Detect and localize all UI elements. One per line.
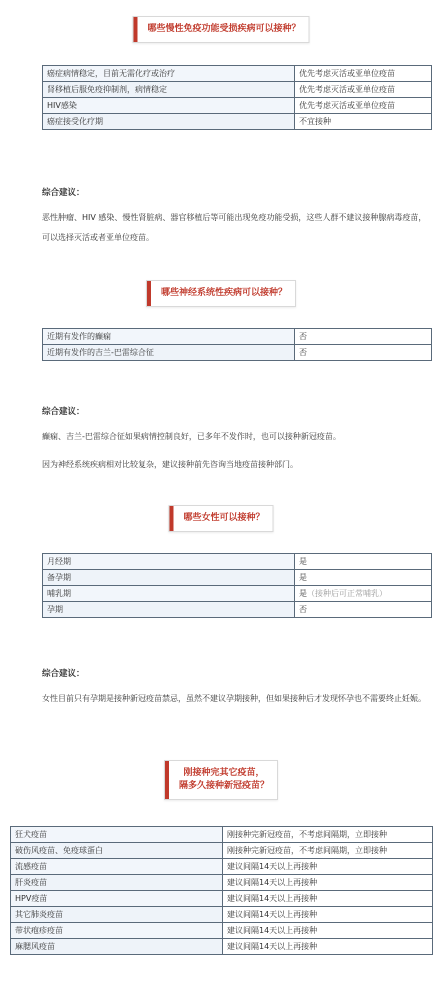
table-cell: 狂犬疫苗 <box>11 827 223 843</box>
table-cell: 否 <box>295 345 432 361</box>
table-cell: 麻腮风疫苗 <box>11 939 223 955</box>
table-row <box>43 602 432 618</box>
table-cell: 建议间隔14天以上再接种 <box>223 923 433 939</box>
section3-summary-text: 女性目前只有孕期是接种新冠疫苗禁忌，虽然不建议孕期接种，但如果接种后才发现怀孕也不需要终止妊娠。 <box>42 694 426 703</box>
table-cell: 否 <box>295 329 432 345</box>
table-cell: 癌症病情稳定，目前无需化疗或治疗 <box>43 66 295 82</box>
table-cell: 备孕期 <box>43 570 295 586</box>
table-cell: 肾移植后服免疫抑制剂，病情稳定 <box>43 82 295 98</box>
table-cell: HIV感染 <box>43 98 295 114</box>
table-cell: 是 <box>295 554 432 570</box>
section4-table <box>10 826 433 955</box>
table-row <box>43 114 432 130</box>
table-cell: 孕期 <box>43 602 295 618</box>
section3-table <box>42 553 432 618</box>
table-row <box>11 859 433 875</box>
table-cell: 建议间隔14天以上再接种 <box>223 907 433 923</box>
section2-heading-text: 哪些神经系统性疾病可以接种？ <box>160 288 288 298</box>
table-cell: 哺乳期 <box>43 586 295 602</box>
table-row <box>43 98 432 114</box>
section3-summary-label: 综合建议： <box>42 669 85 679</box>
section4-heading-line-2: 隔多久接种新冠疫苗？ <box>178 781 270 791</box>
section3-heading <box>168 505 273 532</box>
table-cell: 优先考虑灭活或亚单位疫苗 <box>295 98 432 114</box>
section2-table <box>42 328 432 361</box>
table-cell: 近期有发作的吉兰-巴雷综合征 <box>43 345 295 361</box>
section2-summary-text-2: 因为神经系统疾病相对比较复杂，建议接种前先咨询当地疫苗接种部门。 <box>42 460 298 469</box>
table-cell: 近期有发作的癫痫 <box>43 329 295 345</box>
table-row <box>11 907 433 923</box>
table-row <box>11 891 433 907</box>
table-cell: 刚接种完新冠疫苗，不考虑间隔期，立即接种 <box>223 827 433 843</box>
table-row <box>43 329 432 345</box>
table-row <box>43 570 432 586</box>
section1-heading-text: 哪些慢性免疫功能受损疾病可以接种？ <box>147 24 301 34</box>
table-cell: 癌症接受化疗期 <box>43 114 295 130</box>
table-cell: 否 <box>295 602 432 618</box>
table-cell: 建议间隔14天以上再接种 <box>223 859 433 875</box>
table-cell: 是 <box>295 570 432 586</box>
table-cell: 建议间隔14天以上再接种 <box>223 939 433 955</box>
table-cell: 刚接种完新冠疫苗，不考虑间隔期，立即接种 <box>223 843 433 859</box>
table-cell <box>295 586 432 602</box>
table-cell: 优先考虑灭活或亚单位疫苗 <box>295 66 432 82</box>
table-row <box>11 939 433 955</box>
lactation-hint: （接种后可正常哺乳） <box>307 589 387 598</box>
table-cell: 建议间隔14天以上再接种 <box>223 891 433 907</box>
section4-heading <box>164 760 278 800</box>
table-cell: 破伤风疫苗、免疫球蛋白 <box>11 843 223 859</box>
section1-summary-label: 综合建议： <box>42 188 85 198</box>
table-cell: 带状疱疹疫苗 <box>11 923 223 939</box>
table-row <box>43 82 432 98</box>
table-row <box>43 66 432 82</box>
section3-heading-text: 哪些女性可以接种？ <box>183 513 265 523</box>
table-cell: 建议间隔14天以上再接种 <box>223 875 433 891</box>
table-row <box>11 827 433 843</box>
table-row <box>43 345 432 361</box>
table-cell: 其它肺炎疫苗 <box>11 907 223 923</box>
table-cell: 月经期 <box>43 554 295 570</box>
section2-heading <box>146 280 296 307</box>
section2-summary-label: 综合建议： <box>42 407 85 417</box>
section1-summary-text: 恶性肿瘤、HIV 感染、慢性肾脏病、器官移植后等可能出现免疫功能受损，这些人群不建议接种腺病毒疫苗，可以选择灭活或者亚单位疫苗。 <box>42 213 427 242</box>
table-row <box>43 586 432 602</box>
table-row <box>11 875 433 891</box>
table-row <box>11 843 433 859</box>
table-cell: 优先考虑灭活或亚单位疫苗 <box>295 82 432 98</box>
section2-summary-text-1: 癫痫、吉兰-巴雷综合征如果病情控制良好，已多年不发作时，也可以接种新冠疫苗。 <box>42 432 341 441</box>
table-row <box>11 923 433 939</box>
section1-heading <box>132 16 309 43</box>
table-cell: 肝炎疫苗 <box>11 875 223 891</box>
section4-heading-line-1: 刚接种完其它疫苗， <box>183 768 265 778</box>
table-row <box>43 554 432 570</box>
table-cell: 不宜接种 <box>295 114 432 130</box>
table-cell: 流感疫苗 <box>11 859 223 875</box>
section1-table <box>42 65 432 130</box>
lactation-value: 是 <box>299 589 307 598</box>
table-cell: HPV疫苗 <box>11 891 223 907</box>
